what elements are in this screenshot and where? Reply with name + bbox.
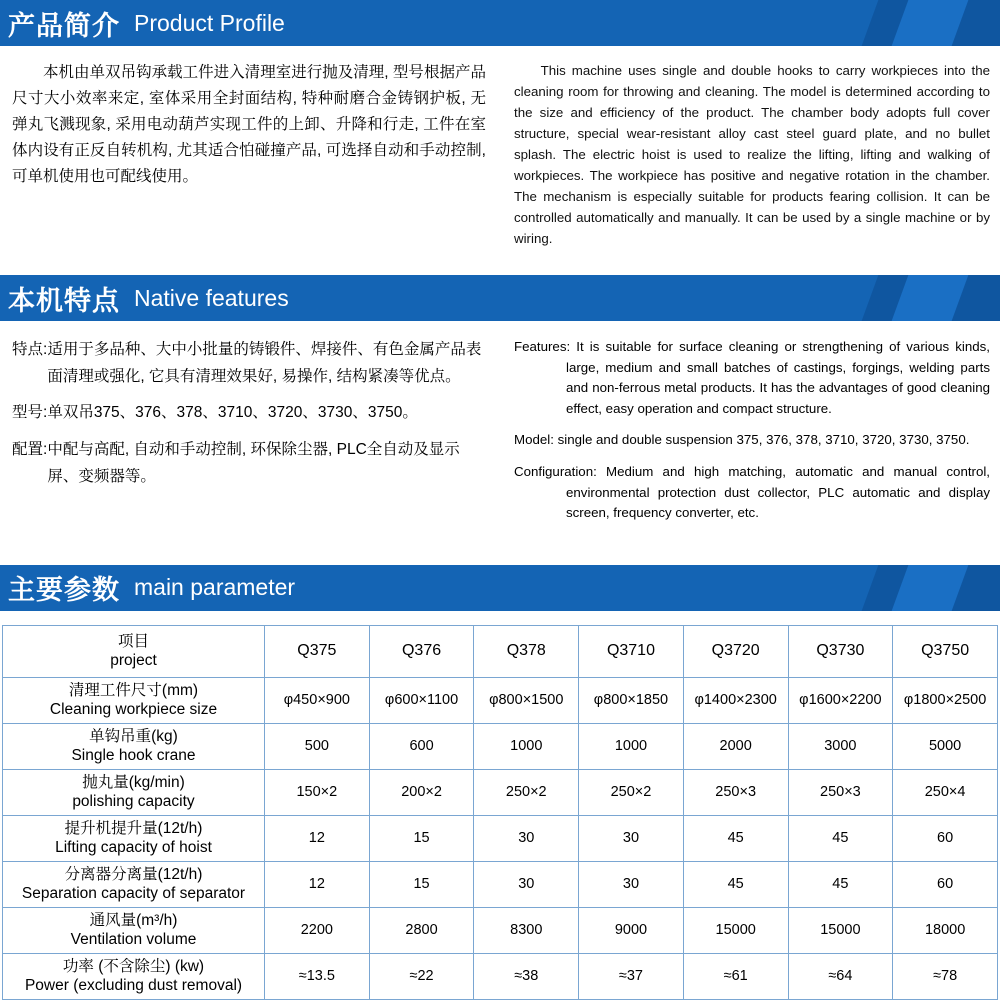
table-cell: ≈38 <box>474 953 579 999</box>
table-corner-cell <box>3 625 265 677</box>
feature-row <box>12 337 486 390</box>
table-cell: 45 <box>788 815 893 861</box>
table-cell: φ1400×2300 <box>683 677 788 723</box>
feature-value: 适用于多品种、大中小批量的铸锻件、焊接件、有色金属产品表面清理或强化, 它具有清理效果好, 易操作, 结构紧凑等优点。 <box>47 341 482 385</box>
section-header-product-profile <box>0 0 1000 46</box>
table-cell: 250×3 <box>788 769 893 815</box>
row-label <box>3 723 265 769</box>
row-label-cn: 分离器分离量(12t/h) <box>64 866 203 883</box>
features-list-en <box>500 337 994 535</box>
table-cell: 200×2 <box>369 769 474 815</box>
corner-label-cn: 项目 <box>117 633 149 650</box>
table-cell: 45 <box>683 815 788 861</box>
table-cell: ≈61 <box>683 953 788 999</box>
row-label <box>3 861 265 907</box>
table-cell: 30 <box>579 815 684 861</box>
section-title-cn: 主要参数 <box>8 575 120 606</box>
feature-paragraph: Features: It is suitable for surface cleaning or strengthening of various kinds, large, medium and small batches of castings, forgings, welding parts and non-ferrous metal products. It has the advantages of good cleaning effect, easy operation and compact structure. <box>514 339 990 416</box>
feature-row <box>12 437 486 490</box>
product-profile-text-cn: 本机由单双吊钩承载工件进入清理室进行抛及清理, 型号根据产品尺寸大小效率来定, 室体采用全封面结构, 特种耐磨合金铸钢护板, 无弹丸飞溅现象, 采用电动葫芦实现工件的上卸、升降和行走, 工件在室体内设有正反自转机构, 尤其适合怕碰撞产品, 可选择自动和手动控制, 可单机使用也可配线使用。 <box>12 64 486 186</box>
table-row <box>3 907 998 953</box>
table-cell: 250×4 <box>893 769 998 815</box>
table-model-header: Q375 <box>265 625 370 677</box>
table-cell: 30 <box>579 861 684 907</box>
parameter-table <box>2 625 998 1000</box>
section-header-main-parameter <box>0 565 1000 611</box>
table-cell: 9000 <box>579 907 684 953</box>
table-cell: 8300 <box>474 907 579 953</box>
table-cell: 15 <box>369 861 474 907</box>
row-label-en: polishing capacity <box>72 793 195 811</box>
table-cell: ≈64 <box>788 953 893 999</box>
table-cell: 15000 <box>788 907 893 953</box>
feature-paragraph: Model: single and double suspension 375, 376, 378, 3710, 3720, 3730, 3750. <box>514 432 970 448</box>
row-label-en: Lifting capacity of hoist <box>55 839 212 857</box>
table-cell: φ800×1500 <box>474 677 579 723</box>
feature-label: 特点: <box>12 341 48 358</box>
feature-value: 单双吊375、376、378、3710、3720、3730、3750。 <box>47 404 418 422</box>
table-cell: 2200 <box>265 907 370 953</box>
table-model-header: Q3720 <box>683 625 788 677</box>
table-cell: ≈78 <box>893 953 998 999</box>
table-cell: 60 <box>893 815 998 861</box>
features-list-cn <box>6 337 500 535</box>
native-features-body <box>0 321 1000 535</box>
table-cell: 18000 <box>893 907 998 953</box>
feature-paragraph: Configuration: Medium and high matching, automatic and manual control, environmental protection dust collector, PLC automatic and display screen, frequency converter, etc. <box>514 464 990 521</box>
table-cell: 1000 <box>474 723 579 769</box>
table-cell: φ450×900 <box>265 677 370 723</box>
section-title-en: Product Profile <box>134 9 285 36</box>
table-cell: 500 <box>265 723 370 769</box>
table-cell: 600 <box>369 723 474 769</box>
row-label <box>3 677 265 723</box>
table-cell: 45 <box>683 861 788 907</box>
table-model-header: Q3730 <box>788 625 893 677</box>
row-label-en: Ventilation volume <box>70 931 197 949</box>
table-row <box>3 953 998 999</box>
table-cell: 60 <box>893 861 998 907</box>
row-label-en: Separation capacity of separator <box>21 885 246 903</box>
table-model-header: Q3710 <box>579 625 684 677</box>
table-cell: 250×2 <box>474 769 579 815</box>
table-cell: 1000 <box>579 723 684 769</box>
section-title-cn: 产品简介 <box>8 10 120 41</box>
feature-value: 中配与高配, 自动和手动控制, 环保除尘器, PLC全自动及显示屏、变频器等。 <box>47 440 460 485</box>
table-cell: φ1600×2200 <box>788 677 893 723</box>
table-cell: φ1800×2500 <box>893 677 998 723</box>
row-label-cn: 抛丸量(kg/min) <box>82 774 185 791</box>
table-cell: 45 <box>788 861 893 907</box>
section-title-en: main parameter <box>134 574 296 601</box>
table-cell: φ800×1850 <box>579 677 684 723</box>
table-cell: 12 <box>265 815 370 861</box>
table-cell: 2000 <box>683 723 788 769</box>
table-row <box>3 723 998 769</box>
table-row <box>3 769 998 815</box>
row-label-cn: 提升机提升量(12t/h) <box>64 820 203 837</box>
table-cell: 3000 <box>788 723 893 769</box>
section-header-native-features <box>0 275 1000 321</box>
table-header-row <box>3 625 998 677</box>
row-label <box>3 953 265 999</box>
table-cell: 2800 <box>369 907 474 953</box>
table-cell: ≈22 <box>369 953 474 999</box>
feature-label: 配置: <box>12 440 48 458</box>
product-profile-text-en: This machine uses single and double hooks to carry workpieces into the cleaning room for throwing and cleaning. The model is determined according to the size and efficiency of the product. The chamber body adopts full cover structure, special wear-resistant alloy cast steel guard plate, and no bullet splash. The electric hoist is used to realize the lifting, lifting and walking of workpieces. The workpiece has positive and negative rotation in the chamber. The mechanism is especially suitable for products fearing collision. It can be controlled automatically and manually. It can be used by a single machine or by wiring. <box>514 63 990 246</box>
section-title-en: Native features <box>134 284 289 311</box>
table-row <box>3 861 998 907</box>
product-profile-body <box>0 46 1000 249</box>
parameter-table-wrapper <box>0 625 1000 1000</box>
table-cell: 150×2 <box>265 769 370 815</box>
corner-label-en: project <box>110 652 157 670</box>
table-cell: 30 <box>474 815 579 861</box>
table-row <box>3 677 998 723</box>
row-label <box>3 907 265 953</box>
feature-row <box>12 400 486 427</box>
feature-label: 型号: <box>12 404 48 422</box>
table-cell: ≈13.5 <box>265 953 370 999</box>
row-label-cn: 通风量(m³/h) <box>89 912 178 929</box>
row-label-en: Power (excluding dust removal) <box>24 977 243 995</box>
table-cell: 15000 <box>683 907 788 953</box>
table-model-header: Q378 <box>474 625 579 677</box>
row-label-cn: 单钩吊重(kg) <box>89 728 178 745</box>
row-label-cn: 清理工件尺寸(mm) <box>68 682 199 699</box>
row-label <box>3 769 265 815</box>
table-cell: 250×3 <box>683 769 788 815</box>
row-label <box>3 815 265 861</box>
row-label-cn: 功率 (不含除尘) (kw) <box>62 958 205 975</box>
table-model-header: Q3750 <box>893 625 998 677</box>
table-cell: 12 <box>265 861 370 907</box>
row-label-en: Single hook crane <box>71 747 196 765</box>
table-cell: ≈37 <box>579 953 684 999</box>
table-row <box>3 815 998 861</box>
section-title-cn: 本机特点 <box>8 285 120 316</box>
table-cell: φ600×1100 <box>369 677 474 723</box>
table-cell: 5000 <box>893 723 998 769</box>
table-cell: 15 <box>369 815 474 861</box>
table-model-header: Q376 <box>369 625 474 677</box>
table-cell: 30 <box>474 861 579 907</box>
row-label-en: Cleaning workpiece size <box>49 701 218 719</box>
table-cell: 250×2 <box>579 769 684 815</box>
